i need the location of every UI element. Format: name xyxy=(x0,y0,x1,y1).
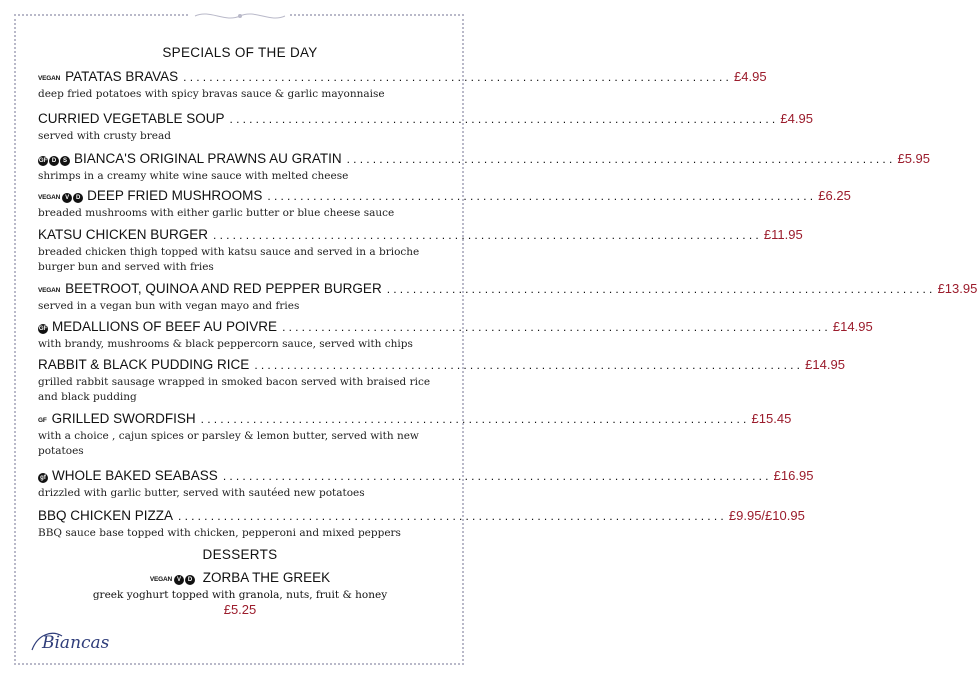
menu-item xyxy=(38,356,845,405)
dietary-badges xyxy=(38,70,62,87)
menu-item xyxy=(38,150,931,184)
gf-badge: GF xyxy=(38,326,48,332)
item-name: BIANCA'S ORIGINAL PRAWNS AU GRATIN xyxy=(74,151,342,166)
item-price: £5.95 xyxy=(897,151,931,166)
item-description: breaded chicken thigh topped with katsu sauce and served in a brioche burger bun and served with fries xyxy=(38,246,420,273)
dot-leader: .................................................................................... xyxy=(200,412,750,426)
item-name: BEETROOT, QUINOA AND RED PEPPER BURGER xyxy=(65,281,382,296)
vegan-badge: VEGAN xyxy=(38,75,61,82)
menu-item xyxy=(38,68,767,102)
dietary-badges xyxy=(38,282,62,299)
logo-text: Biancas xyxy=(42,633,110,653)
dessert-description: greek yoghurt topped with granola, nuts, fruit & honey xyxy=(92,588,388,601)
s-badge: S xyxy=(60,156,70,166)
dessert-price: £5.25 xyxy=(223,601,257,617)
item-name: WHOLE BAKED SEABASS xyxy=(52,468,218,483)
item-price: £6.25 xyxy=(818,188,851,203)
dot-leader: .................................................................................... xyxy=(222,469,772,483)
item-name: KATSU CHICKEN BURGER xyxy=(38,227,209,242)
dot-leader: .................................................................................... xyxy=(213,228,762,242)
dot-leader: .................................................................................... xyxy=(386,282,936,296)
menu-item xyxy=(38,226,803,275)
item-description: BBQ sauce base topped with chicken, pepperoni and mixed peppers xyxy=(38,527,401,539)
item-price: £14.95 xyxy=(832,319,873,334)
v-badge: V xyxy=(62,193,72,203)
item-description: with brandy, mushrooms & black peppercorn sauce, served with chips xyxy=(38,338,413,350)
item-name: CURRIED VEGETABLE SOUP xyxy=(38,111,225,126)
dessert-name: ZORBA THE GREEK xyxy=(202,570,331,585)
item-price: £16.95 xyxy=(773,468,814,483)
d-badge: D xyxy=(73,193,83,203)
item-name: RABBIT & BLACK PUDDING RICE xyxy=(38,357,250,372)
v-badge: V xyxy=(174,575,184,585)
item-price: £15.45 xyxy=(751,411,792,426)
menu-item xyxy=(38,110,813,144)
item-description: breaded mushrooms with either garlic butter or blue cheese sauce xyxy=(38,207,395,219)
gf-badge: GF xyxy=(38,158,48,164)
specials-title: SPECIALS OF THE DAY xyxy=(162,45,318,60)
item-name: PATATAS BRAVAS xyxy=(65,69,179,84)
vegan-badge: VEGAN xyxy=(38,287,61,294)
item-price: £13.95 xyxy=(937,281,977,296)
dessert-name-line xyxy=(0,570,480,586)
dietary-badges xyxy=(150,575,196,585)
d-badge: D xyxy=(185,575,195,585)
dietary-badges xyxy=(38,189,84,206)
desserts-title: DESSERTS xyxy=(202,547,278,562)
item-description: shrimps in a creamy white wine sauce with melted cheese xyxy=(38,170,349,182)
item-name: BBQ CHICKEN PIZZA xyxy=(38,508,174,523)
item-name: MEDALLIONS OF BEEF AU POIVRE xyxy=(52,319,278,334)
item-price: £14.95 xyxy=(805,357,845,372)
gf-badge: gf xyxy=(38,473,48,483)
menu-item xyxy=(38,507,805,541)
dietary-badges xyxy=(38,412,49,429)
gf-badge: GF xyxy=(38,417,47,424)
item-description: grilled rabbit sausage wrapped in smoked bacon served with braised rice and black pudding xyxy=(38,376,431,403)
vegan-badge: VEGAN xyxy=(149,576,173,583)
item-price: £11.95 xyxy=(763,227,803,242)
biancas-logo xyxy=(28,628,138,654)
dot-leader: .................................................................................... xyxy=(229,112,779,126)
menu-item xyxy=(38,467,814,501)
menu-item xyxy=(38,187,851,221)
d-badge: D xyxy=(49,156,59,166)
item-description: drizzled with garlic butter, served with sautéed new potatoes xyxy=(38,487,365,499)
dot-leader: .................................................................................... xyxy=(178,509,727,523)
dot-leader: .................................................................................... xyxy=(346,152,896,166)
dietary-badges xyxy=(38,156,71,166)
item-price: £9.95/£10.95 xyxy=(728,508,805,523)
dessert-item xyxy=(0,570,480,617)
vegan-badge: VEGAN xyxy=(38,194,61,201)
dot-leader: .................................................................................... xyxy=(282,320,831,334)
dot-leader: .................................................................................... xyxy=(183,70,733,84)
dot-leader: .................................................................................... xyxy=(254,358,804,372)
ornament-flourish xyxy=(190,9,290,23)
item-name: GRILLED SWORDFISH xyxy=(51,411,196,426)
menu-item xyxy=(38,318,873,352)
item-description: served with crusty bread xyxy=(38,130,171,142)
dietary-badges xyxy=(38,324,49,334)
item-name: DEEP FRIED MUSHROOMS xyxy=(87,188,263,203)
dietary-badges xyxy=(38,473,49,483)
item-description: served in a vegan bun with vegan mayo and fries xyxy=(38,300,300,312)
item-description: with a choice , cajun spices or parsley & lemon butter, served with new potatoes xyxy=(38,430,419,457)
item-price: £4.95 xyxy=(734,69,767,84)
item-description: deep fried potatoes with spicy bravas sauce & garlic mayonnaise xyxy=(38,88,385,100)
item-price: £4.95 xyxy=(780,111,813,126)
menu-item xyxy=(38,410,792,459)
dot-leader: .................................................................................... xyxy=(267,189,817,203)
menu-item xyxy=(38,280,977,314)
